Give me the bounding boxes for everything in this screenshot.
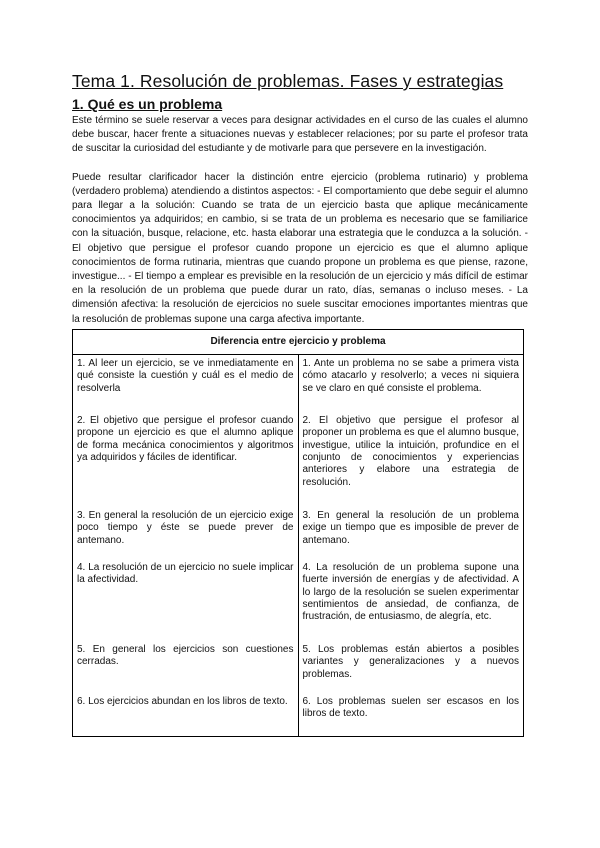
table-row [73,641,524,693]
ejercicio-cell: 1. Al leer un ejercicio, se ve inmediatamente en qué consiste la cuestión y cuál es el medio de resolverla [73,354,299,412]
table-row [73,507,524,559]
problema-cell: 4. La resolución de un problema supone una fuerte inversión de energías y de afectividad. A lo largo de la resolución se suelen experimentar sentimientos de ansiedad, de confianza, de frustración, de entusiasmo, de alegría, etc. [302,561,519,623]
distinction-paragraph: Puede resultar clarificador hacer la distinción entre ejercicio (problema rutinario) y problema (verdadero problema) atendiendo a distintos aspectos: - El comportamiento que debe seguir el alumno para llegar a la solución: Cuando se trata de un ejercicio basta que aplique mecánicamente conocimientos ya adquiridos; en cambio, si se trata de un problema es necesario que se familiarice con la situación, busque, relacione, etc. hasta elaborar una estrategia que le conduzca a la solución. - El objetivo que persigue el profesor cuando propone un ejercicio es que el alumno aplique conocimientos de forma rutinaria, mientras que cuando propone un problema es que piense, razone, investigue... - El tiempo a emplear es previsible en la resolución de un ejercicio y más difícil de estimar en la resolución de un problema que puede durar un rato, días, semanas o incluso meses. - La dimensión afectiva: la resolución de ejercicios no suele suscitar emociones importantes mientras que la resolución de problemas supone una carga afectiva importante. [72,171,528,325]
document-page [72,70,528,737]
problema-cell: 5. Los problemas están abiertos a posibles variantes y generalizaciones y a nuevos problemas. [302,643,519,680]
table-row [73,693,524,737]
problema-cell: 2. El objetivo que persigue el profesor al proponer un problema es que el alumno busque, investigue, utilice la intuición, profundice en el conjunto de conocimientos y experiencias anteriores y elabore una estrategia de resolución. [302,414,519,488]
table-row [73,412,524,507]
ejercicio-cell: 3. En general la resolución de un ejercicio exige poco tiempo y éste se puede prever de antemano. [73,507,299,559]
problema-cell: 6. Los problemas suelen ser escasos en los libros de texto. [302,695,519,720]
comparison-table [72,329,524,737]
table-row [73,559,524,641]
document-title: Tema 1. Resolución de problemas. Fases y estrategias [72,71,504,91]
table-header: Diferencia entre ejercicio y problema [73,329,524,354]
intro-paragraph: Este término se suele reservar a veces para designar actividades en el curso de las cuales el alumno debe buscar, hacer frente a situaciones nuevas y establecer relaciones; por su parte el profesor trata de suscitar la curiosidad del estudiante y de motivarle para que persevere en la investigación. [72,115,528,155]
problema-cell: 1. Ante un problema no se sabe a primera vista cómo atacarlo y resolverlo; a veces ni siquiera se ve claro en qué consiste el problema. [302,357,519,394]
ejercicio-cell: 2. El objetivo que persigue el profesor cuando propone un ejercicio es que el alumno aplique de forma mecánica conocimientos y algoritmos ya adquiridos y fáciles de identificar. [73,412,299,507]
ejercicio-cell: 5. En general los ejercicios son cuestiones cerradas. [73,641,299,693]
ejercicio-cell: 6. Los ejercicios abundan en los libros de texto. [73,693,299,737]
ejercicio-cell: 4. La resolución de un ejercicio no suele implicar la afectividad. [73,559,299,641]
table-row [73,354,524,412]
problema-cell: 3. En general la resolución de un problema exige un tiempo que es imposible de prever de antemano. [302,509,519,546]
section-heading: 1. Qué es un problema [72,96,223,112]
table-header-row [73,329,524,354]
